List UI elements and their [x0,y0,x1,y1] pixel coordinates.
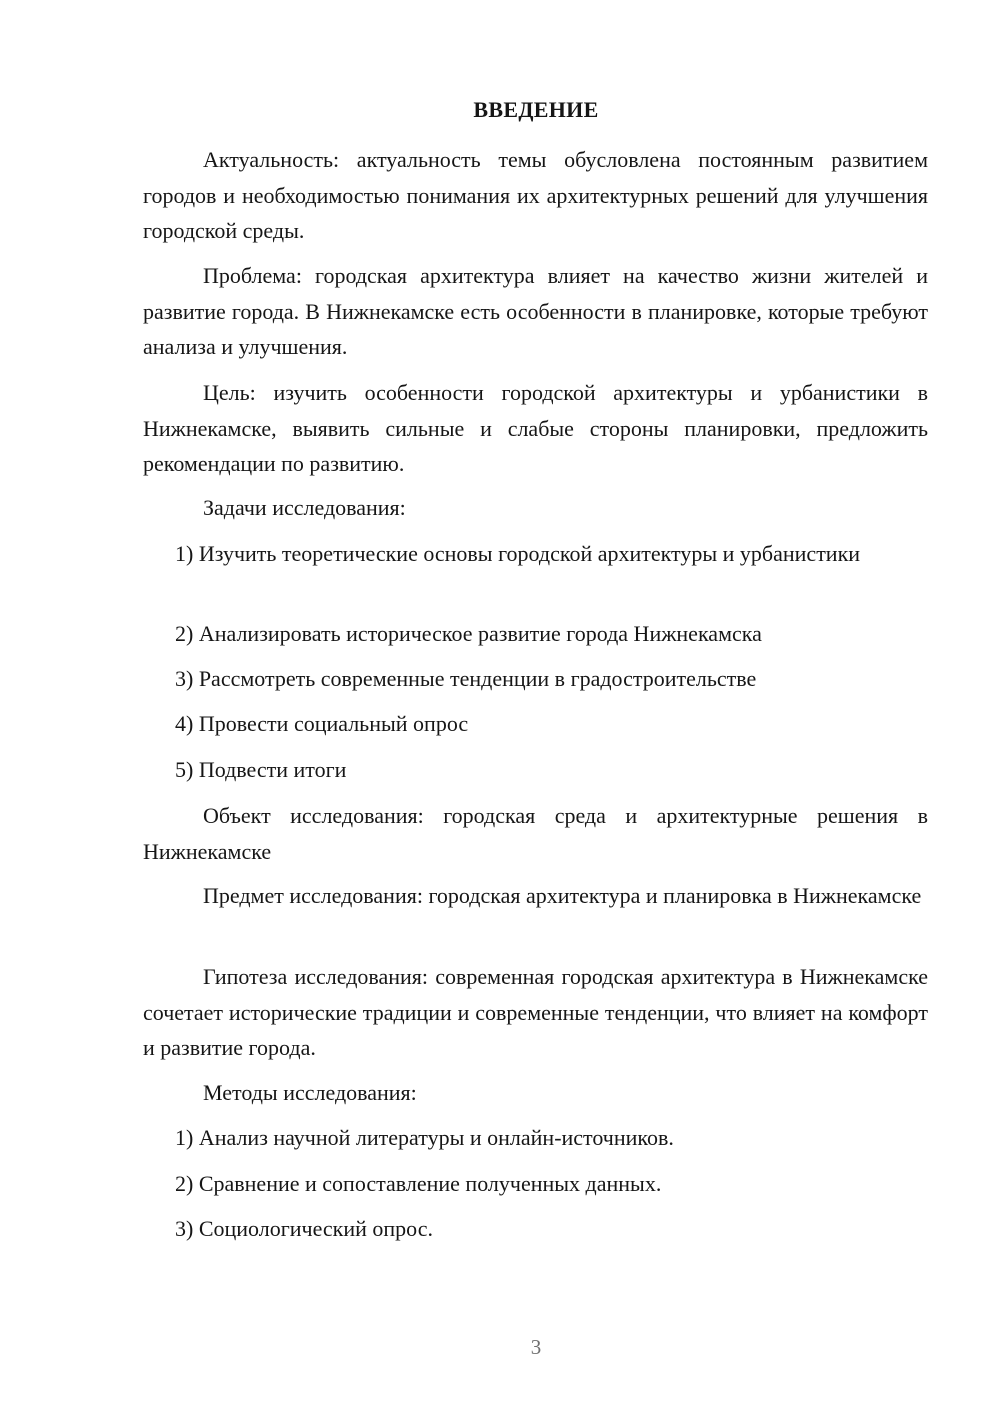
task-item-4: 4) Провести социальный опрос [175,711,469,736]
goal-paragraph: Цель: изучить особенности городской архитектуры и урбанистики в Нижнекамске, выявить сильные и слабые стороны планировки, предложить рекомендации по развитию. [143,380,928,476]
hypothesis-paragraph: Гипотеза исследования: современная городская архитектура в Нижнекамске сочетает исторические традиции и современные тенденции, что влияет на комфорт и развитие города. [143,964,928,1060]
subject-paragraph: Предмет исследования: городская архитектура и планировка в Нижнекамске [203,883,922,908]
task-item-1: 1) Изучить теоретические основы городской архитектуры и урбанистики [175,541,861,566]
section-heading: ВВЕДЕНИЕ [473,97,599,122]
tasks-heading: Задачи исследования: [203,495,406,520]
task-item-5: 5) Подвести итоги [175,757,347,782]
task-item-3: 3) Рассмотреть современные тенденции в градостроительстве [175,666,757,691]
method-item-2: 2) Сравнение и сопоставление полученных данных. [175,1171,662,1196]
methods-heading: Методы исследования: [203,1080,417,1105]
problem-paragraph: Проблема: городская архитектура влияет на качество жизни жителей и развитие города. В Нижнекамске есть особенности в планировке, которые требуют анализа и улучшения. [143,263,928,359]
object-paragraph: Объект исследования: городская среда и архитектурные решения в Нижнекамске [143,803,928,864]
method-item-1: 1) Анализ научной литературы и онлайн-источников. [175,1125,674,1150]
page-number: 3 [530,1335,542,1359]
method-item-3: 3) Социологический опрос. [175,1216,433,1241]
relevance-paragraph: Актуальность: актуальность темы обусловлена постоянным развитием городов и необходимостью понимания их архитектурных решений для улучшения городской среды. [143,147,928,243]
task-item-2: 2) Анализировать историческое развитие города Нижнекамска [175,621,762,646]
